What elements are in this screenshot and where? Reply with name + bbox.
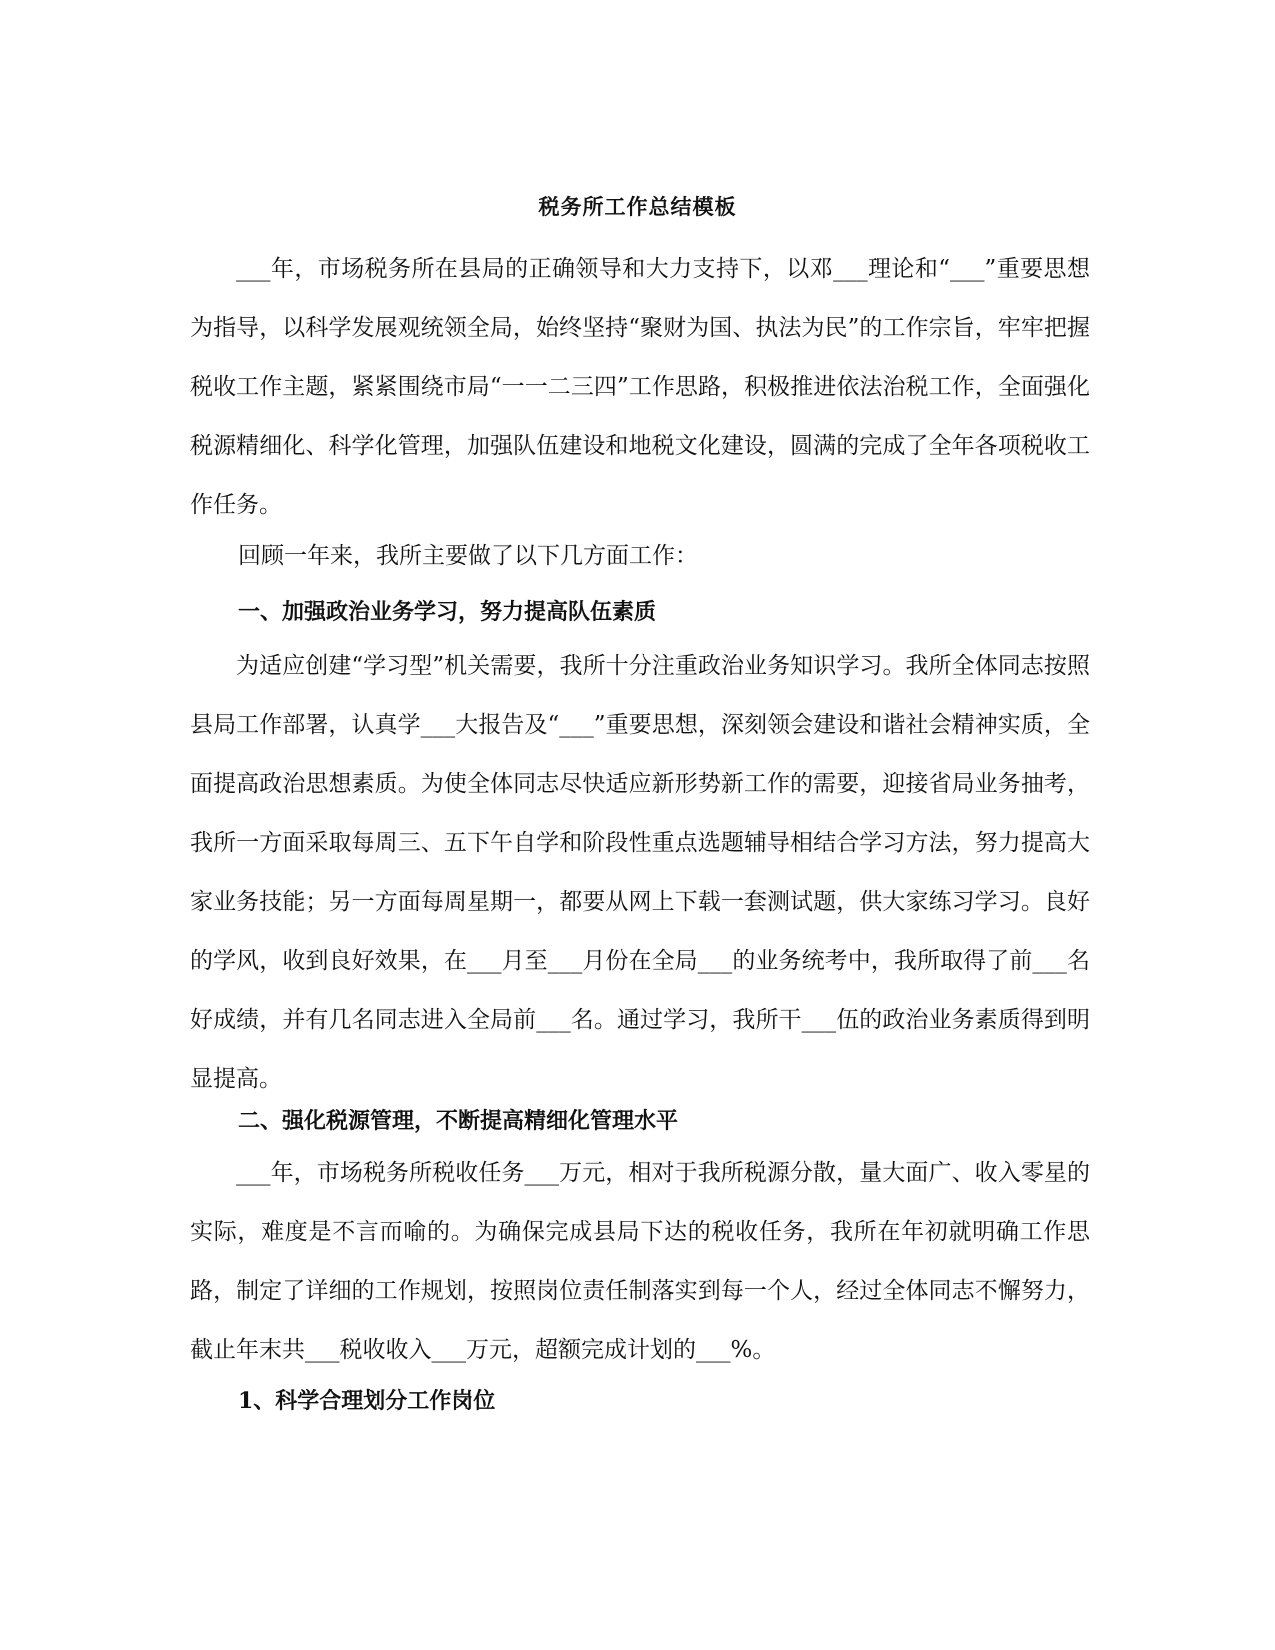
section1-paragraph: 为适应创建“学习型”机关需要，我所十分注重政治业务知识学习。我所全体同志按照县局工作部署，认真学___大报告及“___”重要思想，深刻领会建设和谐社会精神实质，全面提高政治思想素质。为使全体同志尽快适应新形势新工作的需要，迎接省局业务抽考，我所一方面采取每周三、五下午自学和阶段性重点选题辅导相结合学习方法，努力提高大家业务技能；另一方面每周星期一，都要从网上下载一套测试题，供大家练习学习。良好的学风，收到良好效果，在___月至___月份在全局___的业务统考中，我所取得了前___名好成绩，并有几名同志进入全局前___名。通过学习，我所干___伍的政治业务素质得到明显提高。 [190,653,1090,1092]
section2-heading: 二、强化税源管理，不断提高精细化管理水平 [238,1108,679,1134]
intro-paragraph: ___年，市场税务所在县局的正确领导和大力支持下，以邓___理论和“___”重要思想为指导，以科学发展观统领全局，始终坚持“聚财为国、执法为民”的工作宗旨，牢牢把握税收工作主题，紧紧围绕市局“一一二三四”工作思路，积极推进依法治税工作，全面强化税源精细化、科学化管理，加强队伍建设和地税文化建设，圆满的完成了全年各项税收工作任务。 [190,256,1090,518]
section1-heading: 一、加强政治业务学习，努力提高队伍素质 [238,599,657,625]
subsection1-heading: 1、科学合理划分工作岗位 [238,1388,496,1414]
document-title: 税务所工作总结模板 [538,194,737,219]
review-line: 回顾一年来，我所主要做了以下几方面工作： [238,543,698,569]
section2-paragraph: ___年，市场税务所税收任务___万元，相对于我所税源分散，量大面广、收入零星的实际，难度是不言而喻的。为确保完成县局下达的税收任务，我所在年初就明确工作思路，制定了详细的工作规划，按照岗位责任制落实到每一个人，经过全体同志不懈努力，截止年末共___税收收入___万元，超额完成计划的___%。 [190,1160,1090,1363]
